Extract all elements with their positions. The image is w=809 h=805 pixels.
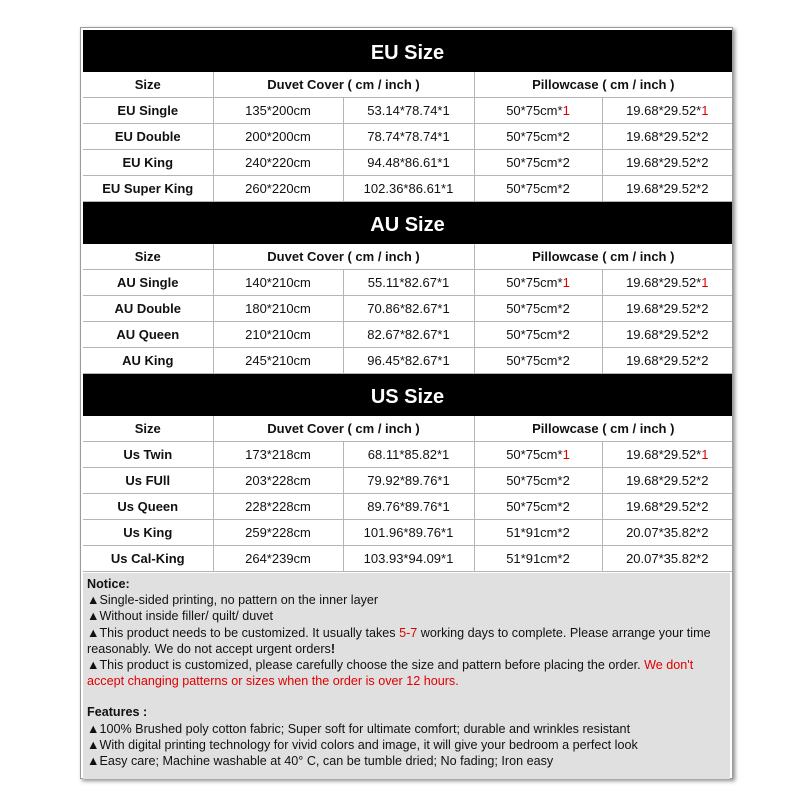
us-size-table [83, 416, 732, 572]
table-row [83, 546, 732, 572]
table-header-row [83, 72, 732, 98]
duvet-inch: 101.96*89.76*1 [343, 520, 474, 546]
pillow-inch-qty: 2 [701, 155, 709, 170]
table-row [83, 520, 732, 546]
size-name: EU Super King [83, 176, 213, 202]
size-name: Us FUll [83, 468, 213, 494]
pillow-inch [602, 520, 732, 546]
notice-text: working days to complete. Please arrange your time reasonably. We do not accept urgent orders [87, 625, 711, 656]
pillow-cm [474, 494, 602, 520]
duvet-cm: 245*210cm [213, 348, 343, 374]
duvet-inch: 102.36*86.61*1 [343, 176, 474, 202]
pillow-cm-size: 50*75cm* [506, 275, 563, 290]
size-name: AU Queen [83, 322, 213, 348]
pillow-inch [602, 270, 732, 296]
pillow-cm-size: 50*75cm* [506, 181, 563, 196]
pillow-inch [602, 494, 732, 520]
duvet-inch: 70.86*82.67*1 [343, 296, 474, 322]
pillow-inch [602, 348, 732, 374]
duvet-cm: 259*228cm [213, 520, 343, 546]
pillow-cm-size: 50*75cm* [506, 353, 563, 368]
pillow-inch-size: 19.68*29.52* [626, 499, 702, 514]
pillow-cm [474, 150, 602, 176]
notice-red-days: 5-7 [399, 625, 418, 640]
duvet-header: Duvet Cover ( cm / inch ) [213, 416, 474, 442]
pillow-cm [474, 468, 602, 494]
pillow-cm-size: 50*75cm* [506, 301, 563, 316]
pillow-cm [474, 322, 602, 348]
pillow-inch-size: 19.68*29.52* [626, 353, 702, 368]
pillow-inch-qty: 1 [701, 447, 709, 462]
size-name: Us King [83, 520, 213, 546]
pillow-inch [602, 296, 732, 322]
size-name: EU King [83, 150, 213, 176]
table-row [83, 442, 732, 468]
pillow-cm [474, 124, 602, 150]
notice-red-warning: We don't accept changing patterns or sizes when the order is over 12 hours. [87, 658, 694, 689]
pillow-cm-size: 51*91cm* [506, 551, 563, 566]
pillow-inch-qty: 1 [701, 275, 709, 290]
pillow-cm [474, 296, 602, 322]
duvet-cm: 173*218cm [213, 442, 343, 468]
table-row [83, 468, 732, 494]
table-row [83, 176, 732, 202]
size-name: Us Queen [83, 494, 213, 520]
notice-line: ▲Without inside filler/ quilt/ duvet [87, 609, 274, 624]
duvet-cm: 135*200cm [213, 98, 343, 124]
pillow-cm [474, 442, 602, 468]
size-header: Size [83, 244, 213, 270]
pillow-cm-qty: 1 [562, 447, 570, 462]
pillow-cm [474, 176, 602, 202]
pillow-cm-qty: 2 [562, 129, 570, 144]
notice-heading: Notice: [87, 577, 130, 591]
pillow-inch-size: 19.68*29.52* [626, 327, 702, 342]
pillow-inch-size: 19.68*29.52* [626, 155, 702, 170]
duvet-inch: 79.92*89.76*1 [343, 468, 474, 494]
duvet-header: Duvet Cover ( cm / inch ) [213, 244, 474, 270]
duvet-cm: 140*210cm [213, 270, 343, 296]
pillow-inch-qty: 2 [701, 473, 709, 488]
table-row [83, 322, 732, 348]
pillow-cm-size: 50*75cm* [506, 155, 563, 170]
pillow-inch-size: 19.68*29.52* [626, 181, 702, 196]
pillow-inch [602, 442, 732, 468]
table-row [83, 150, 732, 176]
feature-line: ▲Easy care; Machine washable at 40° C, can be tumble dried; No fading; Iron easy [87, 754, 554, 769]
table-row [83, 124, 732, 150]
pillow-inch-qty: 2 [701, 301, 709, 316]
size-name: EU Single [83, 98, 213, 124]
table-row [83, 98, 732, 124]
duvet-inch: 103.93*94.09*1 [343, 546, 474, 572]
pillow-inch-qty: 2 [701, 353, 709, 368]
pillow-inch-size: 19.68*29.52* [626, 129, 702, 144]
pillow-inch-size: 19.68*29.52* [626, 301, 702, 316]
pillow-inch-size: 19.68*29.52* [626, 447, 702, 462]
duvet-inch: 89.76*89.76*1 [343, 494, 474, 520]
pillow-cm-qty: 2 [562, 353, 570, 368]
pillow-cm-size: 50*75cm* [506, 447, 563, 462]
table-row [83, 494, 732, 520]
features-heading: Features : [87, 705, 148, 720]
size-header: Size [83, 72, 213, 98]
table-row [83, 296, 732, 322]
duvet-cm: 200*200cm [213, 124, 343, 150]
table-header-row [83, 416, 732, 442]
pillow-cm-size: 51*91cm* [506, 525, 563, 540]
pillow-cm [474, 546, 602, 572]
pillow-cm [474, 98, 602, 124]
pillowcase-header: Pillowcase ( cm / inch ) [474, 72, 732, 98]
pillow-cm-qty: 2 [562, 551, 570, 566]
pillow-inch [602, 150, 732, 176]
notice-line [87, 657, 730, 689]
notice-exclamation: ! [330, 641, 336, 656]
notice-line: ▲Single-sided printing, no pattern on the inner layer [87, 593, 379, 608]
pillow-inch [602, 124, 732, 150]
notice-text: ▲This product needs to be customized. It usually takes [87, 625, 400, 640]
duvet-cm: 228*228cm [213, 494, 343, 520]
size-name: AU Single [83, 270, 213, 296]
size-name: EU Double [83, 124, 213, 150]
notice-line [87, 625, 730, 657]
pillow-inch-qty: 2 [701, 129, 709, 144]
size-name: Us Cal-King [83, 546, 213, 572]
duvet-inch: 94.48*86.61*1 [343, 150, 474, 176]
pillow-inch [602, 322, 732, 348]
pillow-inch-qty: 2 [701, 525, 709, 540]
duvet-cm: 260*220cm [213, 176, 343, 202]
size-name: Us Twin [83, 442, 213, 468]
pillowcase-header: Pillowcase ( cm / inch ) [474, 416, 732, 442]
eu-size-table [83, 72, 732, 202]
au-size-title: AU Size [83, 202, 732, 244]
pillow-inch-size: 19.68*29.52* [626, 275, 702, 290]
feature-line: ▲100% Brushed poly cotton fabric; Super soft for ultimate comfort; durable and wrinkles resistant [87, 721, 631, 736]
pillow-cm-qty: 2 [562, 327, 570, 342]
pillow-inch-size: 19.68*29.52* [626, 473, 702, 488]
pillow-inch [602, 546, 732, 572]
eu-size-title: EU Size [83, 30, 732, 72]
pillow-inch-qty: 2 [701, 551, 709, 566]
au-size-table [83, 244, 732, 374]
pillow-inch-qty: 2 [701, 499, 709, 514]
pillow-inch-qty: 2 [701, 181, 709, 196]
pillow-cm-size: 50*75cm* [506, 129, 563, 144]
pillow-inch-size: 20.07*35.82* [626, 551, 702, 566]
pillow-cm-size: 50*75cm* [506, 473, 563, 488]
pillow-inch [602, 176, 732, 202]
pillowcase-header: Pillowcase ( cm / inch ) [474, 244, 732, 270]
pillow-cm-qty: 2 [562, 301, 570, 316]
table-header-row [83, 244, 732, 270]
duvet-header: Duvet Cover ( cm / inch ) [213, 72, 474, 98]
table-row [83, 348, 732, 374]
us-size-title: US Size [83, 374, 732, 416]
pillow-cm-qty: 1 [562, 275, 570, 290]
duvet-inch: 55.11*82.67*1 [343, 270, 474, 296]
table-row [83, 270, 732, 296]
pillow-cm-qty: 1 [562, 103, 570, 118]
pillow-cm [474, 520, 602, 546]
notice-panel [83, 573, 730, 779]
duvet-inch: 82.67*82.67*1 [343, 322, 474, 348]
duvet-inch: 53.14*78.74*1 [343, 98, 474, 124]
duvet-cm: 203*228cm [213, 468, 343, 494]
duvet-cm: 180*210cm [213, 296, 343, 322]
duvet-inch: 68.11*85.82*1 [343, 442, 474, 468]
notice-text: ▲This product is customized, please carefully choose the size and pattern before placing the order. [87, 658, 645, 673]
size-name: AU Double [83, 296, 213, 322]
pillow-cm-qty: 2 [562, 473, 570, 488]
duvet-inch: 78.74*78.74*1 [343, 124, 474, 150]
pillow-inch-size: 20.07*35.82* [626, 525, 702, 540]
pillow-inch-qty: 1 [701, 103, 709, 118]
size-chart [80, 27, 733, 779]
pillow-cm-qty: 2 [562, 155, 570, 170]
pillow-cm-size: 50*75cm* [506, 499, 563, 514]
pillow-inch-qty: 2 [701, 327, 709, 342]
duvet-cm: 264*239cm [213, 546, 343, 572]
pillow-cm-qty: 2 [562, 181, 570, 196]
size-header: Size [83, 416, 213, 442]
pillow-cm-qty: 2 [562, 499, 570, 514]
pillow-cm [474, 270, 602, 296]
size-name: AU King [83, 348, 213, 374]
pillow-inch [602, 98, 732, 124]
pillow-cm-qty: 2 [562, 525, 570, 540]
pillow-inch-size: 19.68*29.52* [626, 103, 702, 118]
duvet-inch: 96.45*82.67*1 [343, 348, 474, 374]
feature-line: ▲With digital printing technology for vivid colors and image, it will give your bedroom a perfect look [87, 737, 638, 752]
pillow-cm-size: 50*75cm* [506, 327, 563, 342]
pillow-cm-size: 50*75cm* [506, 103, 563, 118]
pillow-cm [474, 348, 602, 374]
duvet-cm: 240*220cm [213, 150, 343, 176]
pillow-inch [602, 468, 732, 494]
duvet-cm: 210*210cm [213, 322, 343, 348]
